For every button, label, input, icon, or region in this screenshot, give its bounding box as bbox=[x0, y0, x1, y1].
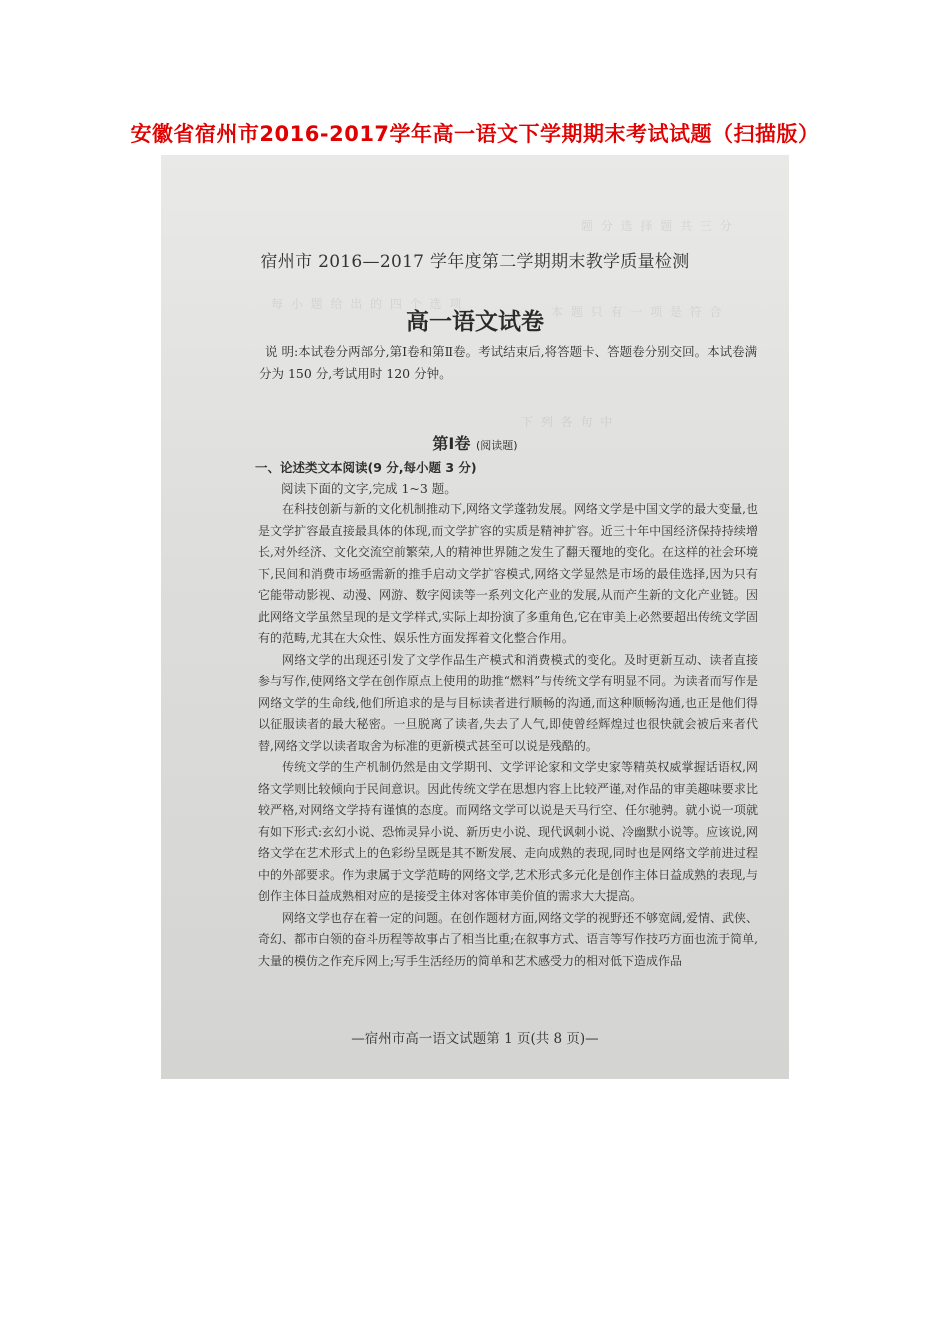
exam-instructions-note: 说 明:本试卷分两部分,第Ⅰ卷和第Ⅱ卷。考试结束后,将答题卡、答题卷分别交回。本试卷满分为 150 分,考试用时 120 分钟。 bbox=[259, 344, 758, 381]
volume-title: 第Ⅰ卷 bbox=[432, 434, 471, 453]
reading-passage bbox=[258, 499, 758, 972]
exam-header: 宿州市 2016—2017 学年度第二学期期末教学质量检测 bbox=[260, 252, 690, 272]
bleed-through-text: 题 分 选 择 题 共 三 分 bbox=[581, 219, 734, 233]
section-title: 一、论述类文本阅读(9 分,每小题 3 分) bbox=[255, 460, 477, 475]
volume-subtitle: (阅读题) bbox=[475, 439, 518, 452]
passage-paragraph: 传统文学的生产机制仍然是由文学期刊、文学评论家和文学史家等精英权威掌握话语权,网络文学则比较倾向于民间意识。因此传统文学在思想内容上比较严谨,对作品的审美趣味要求比较严格,对网络文学持有谨慎的态度。而网络文学可以说是天马行空、任尔驰骋。就小说一项就有如下形式:玄幻小说、恐怖灵异小说、新历史小说、现代讽刺小说、冷幽默小说等。应该说,网络文学在艺术形式上的色彩纷呈既是其不断发展、走向成熟的表现,同时也是网络文学前进过程中的外部要求。作为隶属于文学范畴的网络文学,艺术形式多元化是创作主体日益成熟的表现,与创作主体日益成熟相对应的是接受主体对客体审美价值的需求大大提高。 bbox=[258, 760, 758, 903]
bleed-through-text: 下 列 各 句 中 bbox=[521, 415, 615, 429]
document-title: 安徽省宿州市2016-2017学年高一语文下学期期末考试试题（扫描版） bbox=[130, 122, 820, 146]
scanned-exam-page bbox=[161, 155, 789, 1079]
bleed-through-text: 本 题 只 有 一 项 是 符 合 bbox=[551, 305, 724, 319]
bleed-through-text: 每 小 题 给 出 的 四 个 选 项 bbox=[271, 297, 464, 311]
reading-instruction: 阅读下面的文字,完成 1~3 题。 bbox=[281, 481, 457, 496]
exam-subject-title: 高一语文试卷 bbox=[406, 309, 544, 335]
passage-paragraph: 在科技创新与新的文化机制推动下,网络文学蓬勃发展。网络文学是中国文学的最大变量,也是文学扩容最直接最具体的体现,而文学扩容的实质是精神扩容。近三十年中国经济保持持续增长,对外经济、文化交流空前繁荣,人的精神世界随之发生了翻天覆地的变化。在这样的社会环境下,民间和消费市场亟需新的推手启动文学扩容模式,网络文学显然是市场的最佳选择,因为只有它能带动影视、动漫、网游、数字阅读等一系列文化产业的发展,从而产生新的文化产业链。因此网络文学虽然呈现的是文学样式,实际上却扮演了多重角色,它在审美上必然要超出传统文学固有的范畴,尤其在大众性、娱乐性方面发挥着文化整合作用。 bbox=[258, 502, 758, 645]
passage-paragraph: 网络文学的出现还引发了文学作品生产模式和消费模式的变化。及时更新互动、读者直接参与写作,使网络文学在创作原点上使用的助推“燃料”与传统文学有明显不同。为读者而写作是网络文学的生命线,他们所追求的是与目标读者进行顺畅的沟通,而这种顺畅沟通,也正是他们得以征服读者的最大秘密。一旦脱离了读者,失去了人气,即使曾经辉煌过也很快就会被后来者代替,网络文学以读者取舍为标准的更新模式甚至可以说是残酷的。 bbox=[258, 652, 758, 753]
page-footer: —宿州市高一语文试题第 1 页(共 8 页)— bbox=[351, 1031, 599, 1047]
passage-paragraph: 网络文学也存在着一定的问题。在创作题材方面,网络文学的视野还不够宽阔,爱情、武侠、奇幻、都市白领的奋斗历程等故事占了相当比重;在叙事方式、语言等写作技巧方面也流于简单,大量的模仿之作充斥网上;写手生活经历的简单和艺术感受力的相对低下造成作品 bbox=[258, 910, 758, 968]
volume-heading bbox=[161, 431, 789, 454]
